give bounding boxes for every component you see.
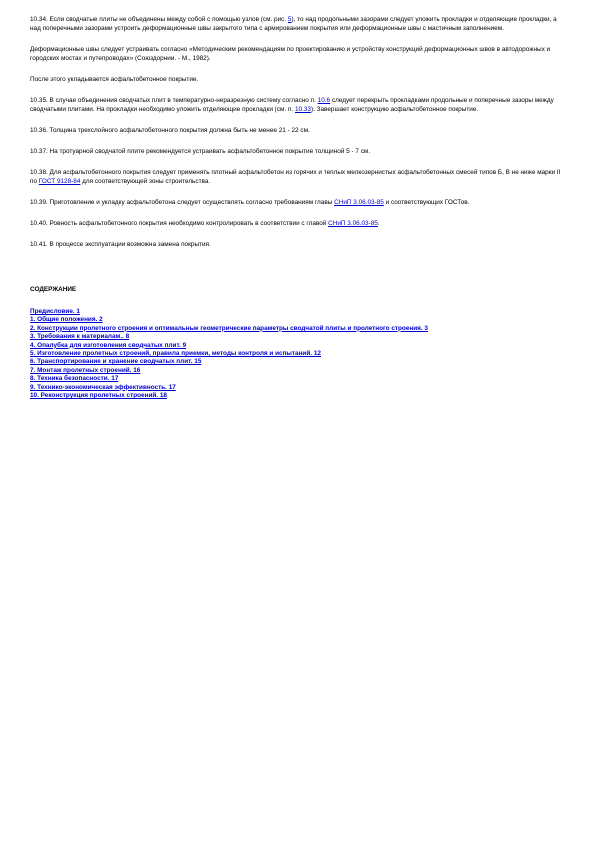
paragraph-text: 10.37. На тротуарной сводчатой плите рекомендуется устраивать асфальтобетонное покрытие толщиной 5 - 7 см. [30,148,371,155]
paragraph-text: 10.39. Приготовление и укладку асфальтобетона следует осуществлять согласно требованиям главы [30,199,335,206]
paragraph-text: 10.40. Ровность асфальтобетонного покрытия необходимо контролировать в соответствии с главой [30,220,329,227]
toc-link[interactable]: 7. Монтаж пролетных строений. 16 [30,366,141,374]
toc-item [30,342,565,350]
paragraph-p1034 [30,15,565,33]
paragraph-text: 10.38. Для асфальтобетонного покрытия следует применять плотный асфальтобетон из горячих и теплых мелкозернистых асфальтобетонных смесей типов Б, В не ниже марки II по [30,169,561,185]
paragraph-text: 10.34. Если сводчатые плиты не объединены между собой с помощью узлов (см. рис. [30,16,288,23]
paragraph-text: . [377,220,380,227]
toc-link[interactable]: 10. Реконструкция пролетных строений. 18 [30,392,167,400]
paragraph-p1040 [30,219,565,228]
paragraph-text: 10.36. Толщина трехслойного асфальтобетонного покрытия должна быть не менее 21 - 22 см. [30,127,310,134]
paragraph-p1037 [30,147,565,156]
toc-item [30,350,565,358]
paragraph-p1039 [30,198,565,207]
reference-link[interactable]: 10.33 [294,106,311,113]
toc-item [30,367,565,375]
toc-link[interactable]: 3. Требования к материалам.. 8 [30,333,130,341]
toc-link[interactable]: 4. Опалубка для изготовления сводчатых плит. 9 [30,341,187,349]
paragraph-p-after [30,75,565,84]
paragraph-p1038 [30,168,565,186]
document-page [30,15,565,400]
toc-link[interactable]: 1. Общие положения. 2 [30,316,103,324]
paragraph-text: 10.41. В процессе эксплуатации возможна замена покрытия. [30,241,211,248]
toc-link[interactable]: 2. Конструкции пролетного строения и оптимальные геометрические параметры сводчатой плиты и пролетного строения. 3 [30,324,428,332]
toc-item [30,384,565,392]
toc-item [30,375,565,383]
paragraph-p1036 [30,126,565,135]
toc-link[interactable]: Предисловие. 1 [30,308,80,315]
paragraph-text: После этого укладывается асфальтобетонное покрытие. [30,76,199,83]
reference-link[interactable]: СНиП 3.06.03-85 [334,199,384,206]
toc-item [30,358,565,366]
paragraph-text: и соответствующих ГОСТов. [383,199,470,206]
paragraph-p-deform [30,45,565,63]
toc-link[interactable]: 9. Технико-экономическая эффективность. 17 [30,383,176,391]
toc-item [30,333,565,341]
toc-item [30,308,565,316]
toc-link[interactable]: 5. Изготовление пролетных строений, правила приемки, методы контроля и испытаний. 12 [30,350,321,358]
reference-link[interactable]: 5 [287,16,292,23]
document-body [30,15,565,249]
reference-link[interactable]: ГОСТ 9128-84 [38,178,81,185]
paragraph-p1041 [30,240,565,249]
toc-title: СОДЕРЖАНИЕ [30,286,77,293]
paragraph-text: ). Завершает конструкцию асфальтобетонное покрытие. [310,106,479,113]
toc-item [30,325,565,333]
paragraph-text: для соответствующей зоны строительства. [80,178,211,185]
paragraph-p1035 [30,96,565,114]
toc-link[interactable]: 6. Транспортирование и хранение сводчатых плит. 15 [30,358,202,366]
paragraph-text: 10.35. В случае объединения сводчатых плит в температурно-неразрезную систему согласно п. [30,97,318,104]
paragraph-text: ), то над продольными зазорами следует уложить прокладки и отделяющие прокладки, а над поперечными зазорами устроить деформационные швы закрытого типа с армированием покрытия или деформационные швы с мастичным заполнением. [30,16,557,32]
reference-link[interactable]: 10.6 [317,97,331,104]
toc-item [30,392,565,400]
paragraph-text: следует перекрыть прокладками продольные и поперечные зазоры между сводчатыми плитами. На прокладки необходимо уложить отделяющие прокладки (см. п. [30,97,554,113]
toc-link[interactable]: 8. Техника безопасности. 17 [30,375,119,383]
table-of-contents [30,308,565,400]
reference-link[interactable]: СНиП 3.06.03-85 [328,220,378,227]
toc-item [30,316,565,324]
paragraph-text: Деформационные швы следует устраивать согласно «Методическим рекомендациям по проектированию и устройству конструкций деформационных швов в автодорожных и городских мостах и путепроводах» (Союздорнии. - М., 1982). [30,46,551,62]
